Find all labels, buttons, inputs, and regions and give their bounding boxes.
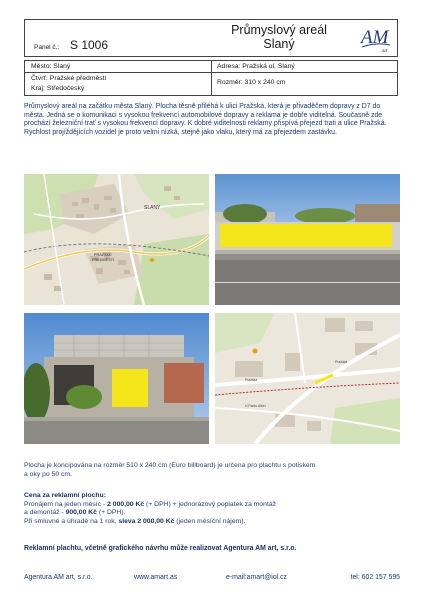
pricing-section xyxy=(24,492,400,526)
notes-line-2: a oky po 50 cm. xyxy=(24,470,72,478)
notes-line-1: Plocha je koncipována na rozměr 510 x 240 cm (Euro billboard) je určena pro plachtu s potiskem xyxy=(24,462,316,469)
header-box xyxy=(24,19,398,57)
logo-text: AM xyxy=(361,27,389,48)
footer-web-link[interactable]: www.amart.as xyxy=(134,574,178,581)
billboard-area xyxy=(112,369,148,407)
description-text: Průmyslový areál na začátku města Slaný. Plocha těsně přiléhá k ulici Pražská, která je přivaděčem dopravy z D7 do města. Jedná se o komunikaci s vysokou frekvencí automobilové dopravy a reklama je dobře viditelná. Současně zde prochází železniční trať s vysokou frekvencí dopravy. K dobré viditelnosti reklamy přispívá přejezd trati a ulice Pražská. Rychlost projíždějících vozidel je proto velmi nízká, stejně jako vlaku, který má za přejezdem zastávku. xyxy=(24,103,387,136)
info-district: Čtvrť: Pražské předměstí xyxy=(31,75,107,82)
pricing-line-1: Pronájem na jeden měsíc - 2 000,00 Kč (+ DPH) + jednorázový poplatek za montáž xyxy=(24,500,277,508)
map-label-street-2: Pražská xyxy=(335,360,348,364)
page-title xyxy=(213,23,345,51)
poi-icon xyxy=(253,349,258,354)
map-label-town: SLANÝ xyxy=(144,205,161,211)
title-line-2: Slaný xyxy=(263,37,295,51)
pricing-line-2: a demontáž - 900,00 Kč (+ DPH). xyxy=(24,509,126,517)
size-notes xyxy=(24,462,400,479)
billboard-area xyxy=(220,224,392,247)
info-city: Město: Slaný xyxy=(31,63,71,70)
footer-phone: tel: 602 157 595 xyxy=(350,574,400,581)
cta-text: Reklamní plachtu, včetně grafického návrhu může realizovat Agentura AM art, s.r.o. xyxy=(24,545,297,552)
map-overview xyxy=(24,174,209,305)
photo-billboard-building xyxy=(24,313,209,444)
footer-company: Agentura AM art, s.r.o. xyxy=(24,574,93,581)
map-label-district-1: PRAŽSKÉ xyxy=(94,253,112,257)
info-table xyxy=(24,60,398,96)
location-marker-icon xyxy=(150,258,154,262)
map-label-street-1: Pražská xyxy=(245,378,258,382)
logo-subtext: art xyxy=(382,48,388,53)
panel-number: S 1006 xyxy=(70,38,109,52)
footer-email-link[interactable]: e-mail:amart@iol.cz xyxy=(226,574,287,581)
map-detail xyxy=(215,313,400,444)
info-size: Rozměr: 310 x 240 cm xyxy=(217,79,286,86)
photo-billboard-street xyxy=(215,174,400,305)
map-label-street-3: U Parku Alber xyxy=(245,404,266,408)
pricing-heading: Cena za reklamní plochu: xyxy=(24,492,106,499)
title-line-1: Průmyslový areál xyxy=(231,23,327,37)
panel-label: Panel č.: xyxy=(34,44,60,51)
pricing-line-3: Při smluvně a úhradě na 1 rok, sleva 2 000,00 Kč (jeden měsíční nájem). xyxy=(24,517,246,525)
info-address: Adresa: Pražská ul. Slaný xyxy=(217,63,295,70)
info-region: Kraj: Středočeský xyxy=(31,85,85,92)
am-art-logo xyxy=(360,23,392,53)
map-label-district-2: PŘEDMĚSTÍ xyxy=(92,258,115,262)
